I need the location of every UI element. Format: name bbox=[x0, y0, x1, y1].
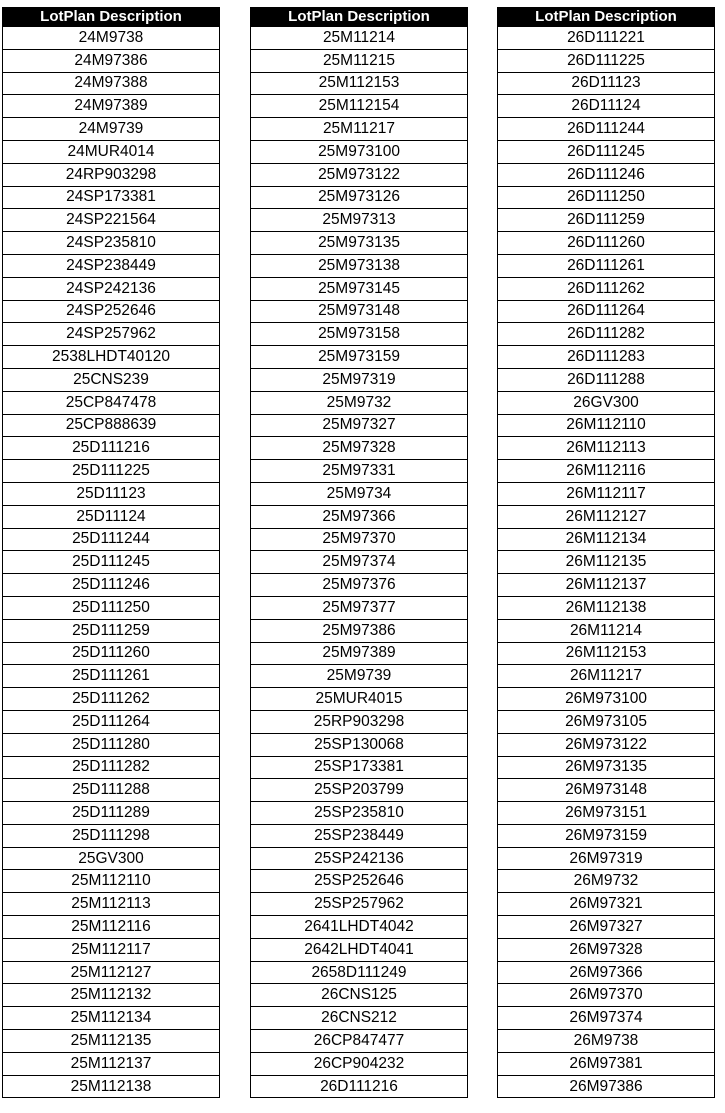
lotplan-cell[interactable]: 25M112132 bbox=[3, 984, 220, 1007]
lotplan-cell[interactable]: 26M97370 bbox=[498, 984, 715, 1007]
lotplan-cell[interactable]: 25M973148 bbox=[251, 300, 468, 323]
table-row bbox=[251, 391, 468, 414]
lotplan-cell[interactable]: 25SP173381 bbox=[251, 756, 468, 779]
lotplan-cell[interactable]: 25M97319 bbox=[251, 368, 468, 391]
lotplan-cell[interactable]: 26M97366 bbox=[498, 961, 715, 984]
lotplan-cell[interactable]: 25M112110 bbox=[3, 870, 220, 893]
table-row bbox=[251, 984, 468, 1007]
lotplan-cell[interactable]: 25M11215 bbox=[251, 49, 468, 72]
table-row bbox=[3, 1052, 220, 1075]
lotplan-cell[interactable]: 25M112117 bbox=[3, 938, 220, 961]
lotplan-cell[interactable]: 25D111261 bbox=[3, 665, 220, 688]
lotplan-cell[interactable]: 24SP173381 bbox=[3, 186, 220, 209]
lotplan-table-2 bbox=[250, 7, 468, 1098]
table-row bbox=[251, 505, 468, 528]
table-row bbox=[3, 277, 220, 300]
table-row bbox=[3, 551, 220, 574]
lotplan-cell[interactable]: 26D111244 bbox=[498, 118, 715, 141]
table-row bbox=[498, 1052, 715, 1075]
lotplan-cell[interactable]: 25M973135 bbox=[251, 232, 468, 255]
table-row bbox=[498, 118, 715, 141]
lotplan-cell[interactable]: 25MUR4015 bbox=[251, 688, 468, 711]
lotplan-cell[interactable]: 26M112127 bbox=[498, 505, 715, 528]
lotplan-cell[interactable]: 24M97388 bbox=[3, 72, 220, 95]
lotplan-cell[interactable]: 26M973135 bbox=[498, 756, 715, 779]
table-row bbox=[251, 49, 468, 72]
lotplan-cell[interactable]: 25M112116 bbox=[3, 916, 220, 939]
lotplan-cell[interactable]: 26M97327 bbox=[498, 916, 715, 939]
lotplan-cell[interactable]: 25M97377 bbox=[251, 596, 468, 619]
table-row bbox=[251, 232, 468, 255]
lotplan-cell[interactable]: 25M97370 bbox=[251, 528, 468, 551]
table-row bbox=[251, 27, 468, 50]
lotplan-cell[interactable]: 26M97321 bbox=[498, 893, 715, 916]
lotplan-cell[interactable]: 26CP904232 bbox=[251, 1052, 468, 1075]
table-row bbox=[498, 893, 715, 916]
table-row bbox=[498, 140, 715, 163]
table-row bbox=[498, 1030, 715, 1053]
lotplan-cell[interactable]: 25M97327 bbox=[251, 414, 468, 437]
lotplan-cell[interactable]: 25M973158 bbox=[251, 323, 468, 346]
table-row bbox=[251, 619, 468, 642]
table-row bbox=[498, 596, 715, 619]
table-row bbox=[3, 254, 220, 277]
table-row bbox=[498, 961, 715, 984]
lotplan-cell[interactable]: 26D111246 bbox=[498, 163, 715, 186]
lotplan-cell[interactable]: 26M9732 bbox=[498, 870, 715, 893]
table-row bbox=[498, 528, 715, 551]
table-row bbox=[3, 984, 220, 1007]
table-row bbox=[3, 505, 220, 528]
lotplan-cell[interactable]: 26D111216 bbox=[251, 1075, 468, 1098]
lotplan-cell[interactable]: 26M9738 bbox=[498, 1030, 715, 1053]
table-row bbox=[3, 232, 220, 255]
lotplan-cell[interactable]: 24SP257962 bbox=[3, 323, 220, 346]
lotplan-cell[interactable]: 25M97328 bbox=[251, 437, 468, 460]
lotplan-cell[interactable]: 24M97386 bbox=[3, 49, 220, 72]
table-row bbox=[3, 938, 220, 961]
table-row bbox=[251, 916, 468, 939]
lotplan-cell[interactable]: 26M112116 bbox=[498, 460, 715, 483]
lotplan-cell[interactable]: 2641LHDT4042 bbox=[251, 916, 468, 939]
table-row bbox=[498, 27, 715, 50]
lotplan-cell[interactable]: 26M97386 bbox=[498, 1075, 715, 1098]
lotplan-cell[interactable]: 26M11214 bbox=[498, 619, 715, 642]
table-row bbox=[251, 72, 468, 95]
lotplan-cell[interactable]: 2538LHDT40120 bbox=[3, 346, 220, 369]
lotplan-cell[interactable]: 25D111216 bbox=[3, 437, 220, 460]
table-row bbox=[498, 49, 715, 72]
table-row bbox=[498, 414, 715, 437]
table-row bbox=[498, 733, 715, 756]
lotplan-table-3 bbox=[497, 7, 715, 1098]
table-row bbox=[3, 642, 220, 665]
lotplan-cell[interactable]: 2658D111249 bbox=[251, 961, 468, 984]
table-row bbox=[498, 551, 715, 574]
lotplan-cell[interactable]: 25D111259 bbox=[3, 619, 220, 642]
table-row bbox=[251, 688, 468, 711]
table-row bbox=[251, 574, 468, 597]
table-row bbox=[498, 824, 715, 847]
table-row bbox=[498, 460, 715, 483]
lotplan-cell[interactable]: 25SP203799 bbox=[251, 779, 468, 802]
lotplan-cell[interactable]: 26M112134 bbox=[498, 528, 715, 551]
lotplan-cell[interactable]: 26D111282 bbox=[498, 323, 715, 346]
lotplan-cell[interactable]: 25M97331 bbox=[251, 460, 468, 483]
table-row bbox=[251, 961, 468, 984]
table-row bbox=[498, 482, 715, 505]
lotplan-cell[interactable]: 25SP257962 bbox=[251, 893, 468, 916]
lotplan-cell[interactable]: 25M97366 bbox=[251, 505, 468, 528]
table-row bbox=[498, 756, 715, 779]
table-row bbox=[251, 870, 468, 893]
table-row bbox=[251, 437, 468, 460]
table-row bbox=[498, 95, 715, 118]
table-row bbox=[3, 756, 220, 779]
table-row bbox=[3, 460, 220, 483]
lotplan-cell[interactable]: 26M973100 bbox=[498, 688, 715, 711]
table-row bbox=[498, 163, 715, 186]
table-row bbox=[3, 482, 220, 505]
lotplan-cell[interactable]: 26CP847477 bbox=[251, 1030, 468, 1053]
table-row bbox=[251, 346, 468, 369]
lotplan-cell[interactable]: 26M97328 bbox=[498, 938, 715, 961]
table-row bbox=[3, 596, 220, 619]
lotplan-cell[interactable]: 25SP252646 bbox=[251, 870, 468, 893]
lotplan-cell[interactable]: 25D111262 bbox=[3, 688, 220, 711]
lotplan-cell[interactable]: 26M112117 bbox=[498, 482, 715, 505]
table-row bbox=[3, 209, 220, 232]
table-row bbox=[498, 300, 715, 323]
lotplan-cell[interactable]: 26M973122 bbox=[498, 733, 715, 756]
lotplan-cell[interactable]: 26M112153 bbox=[498, 642, 715, 665]
table-row bbox=[251, 733, 468, 756]
table-row bbox=[498, 209, 715, 232]
lotplan-cell[interactable]: 24M9738 bbox=[3, 27, 220, 50]
lotplan-cell[interactable]: 25M112137 bbox=[3, 1052, 220, 1075]
lotplan-cell[interactable]: 25CP888639 bbox=[3, 414, 220, 437]
lotplan-cell[interactable]: 25M112127 bbox=[3, 961, 220, 984]
table-row bbox=[3, 437, 220, 460]
table-row bbox=[251, 938, 468, 961]
table-row bbox=[251, 847, 468, 870]
lotplan-cell[interactable]: 24SP235810 bbox=[3, 232, 220, 255]
table-row bbox=[3, 847, 220, 870]
table-row bbox=[498, 779, 715, 802]
table-row bbox=[498, 1007, 715, 1030]
lotplan-cell[interactable]: 25M973122 bbox=[251, 163, 468, 186]
lotplan-cell[interactable]: 26D11124 bbox=[498, 95, 715, 118]
table-row bbox=[3, 300, 220, 323]
lotplan-cell[interactable]: 25M973126 bbox=[251, 186, 468, 209]
lotplan-cell[interactable]: 25D111245 bbox=[3, 551, 220, 574]
table-row bbox=[498, 870, 715, 893]
lotplan-cell[interactable]: 25M97389 bbox=[251, 642, 468, 665]
table-row bbox=[498, 232, 715, 255]
lotplan-cell[interactable]: 25SP242136 bbox=[251, 847, 468, 870]
table-row bbox=[498, 254, 715, 277]
lotplan-cell[interactable]: 25M97376 bbox=[251, 574, 468, 597]
table-row bbox=[3, 688, 220, 711]
lotplan-cell[interactable]: 26M97381 bbox=[498, 1052, 715, 1075]
lotplan-cell[interactable]: 25M973145 bbox=[251, 277, 468, 300]
lotplan-cell[interactable]: 25M97313 bbox=[251, 209, 468, 232]
table-row bbox=[251, 1075, 468, 1098]
table-row bbox=[251, 118, 468, 141]
lotplan-cell[interactable]: 25D111288 bbox=[3, 779, 220, 802]
lotplan-cell[interactable]: 25M9739 bbox=[251, 665, 468, 688]
table-row bbox=[251, 756, 468, 779]
lotplan-cell[interactable]: 25SP130068 bbox=[251, 733, 468, 756]
lotplan-cell[interactable]: 25M11217 bbox=[251, 118, 468, 141]
table-row bbox=[251, 596, 468, 619]
lotplan-cell[interactable]: 26CNS212 bbox=[251, 1007, 468, 1030]
lotplan-cell[interactable]: 26D111264 bbox=[498, 300, 715, 323]
table-row bbox=[251, 551, 468, 574]
table-row bbox=[498, 72, 715, 95]
table-row bbox=[251, 368, 468, 391]
lotplan-cell[interactable]: 24RP903298 bbox=[3, 163, 220, 186]
table-row bbox=[3, 27, 220, 50]
lotplan-cell[interactable]: 26D111288 bbox=[498, 368, 715, 391]
lotplan-cell[interactable]: 26D11123 bbox=[498, 72, 715, 95]
lotplan-cell[interactable]: 25M112138 bbox=[3, 1075, 220, 1098]
lotplan-cell[interactable]: 26M97374 bbox=[498, 1007, 715, 1030]
lotplan-cell[interactable]: 25M97374 bbox=[251, 551, 468, 574]
lotplan-cell[interactable]: 26M97319 bbox=[498, 847, 715, 870]
table-row bbox=[251, 779, 468, 802]
lotplan-table-1 bbox=[2, 7, 220, 1098]
table-row bbox=[3, 619, 220, 642]
lotplan-cell[interactable]: 26GV300 bbox=[498, 391, 715, 414]
lotplan-cell[interactable]: 25M973100 bbox=[251, 140, 468, 163]
table-row bbox=[251, 95, 468, 118]
lotplan-cell[interactable]: 25M11214 bbox=[251, 27, 468, 50]
table-row bbox=[498, 916, 715, 939]
lotplan-cell[interactable]: 25CP847478 bbox=[3, 391, 220, 414]
table-row bbox=[498, 391, 715, 414]
lotplan-cell[interactable]: 25M9732 bbox=[251, 391, 468, 414]
table-row bbox=[251, 1007, 468, 1030]
table-row bbox=[3, 779, 220, 802]
table-row bbox=[3, 1075, 220, 1098]
lotplan-cell[interactable]: 25M973138 bbox=[251, 254, 468, 277]
table-row bbox=[251, 710, 468, 733]
table-row bbox=[3, 733, 220, 756]
table-row bbox=[3, 710, 220, 733]
table-row bbox=[498, 665, 715, 688]
lotplan-cell[interactable]: 25M9734 bbox=[251, 482, 468, 505]
table-row bbox=[3, 118, 220, 141]
table-row bbox=[251, 414, 468, 437]
lotplan-cell[interactable]: 24SP252646 bbox=[3, 300, 220, 323]
lotplan-cell[interactable]: 26M112137 bbox=[498, 574, 715, 597]
table-row bbox=[498, 938, 715, 961]
table-row bbox=[3, 186, 220, 209]
lotplan-cell[interactable]: 26D111221 bbox=[498, 27, 715, 50]
table-row bbox=[251, 186, 468, 209]
table-row bbox=[498, 323, 715, 346]
lotplan-cell[interactable]: 25M112135 bbox=[3, 1030, 220, 1053]
table-row bbox=[3, 1030, 220, 1053]
table-row bbox=[251, 209, 468, 232]
table-row bbox=[3, 870, 220, 893]
table-row bbox=[3, 140, 220, 163]
table-row bbox=[251, 528, 468, 551]
table-row bbox=[3, 391, 220, 414]
table-row bbox=[3, 346, 220, 369]
lotplan-cell[interactable]: 26M112113 bbox=[498, 437, 715, 460]
lotplan-cell[interactable]: 25SP235810 bbox=[251, 802, 468, 825]
table-row bbox=[251, 642, 468, 665]
table-row bbox=[251, 665, 468, 688]
lotplan-cell[interactable]: 25M973159 bbox=[251, 346, 468, 369]
lotplan-cell[interactable]: 26D111283 bbox=[498, 346, 715, 369]
table-row bbox=[3, 1007, 220, 1030]
column-header[interactable]: LotPlan Description bbox=[498, 8, 715, 27]
lotplan-cell[interactable]: 2642LHDT4041 bbox=[251, 938, 468, 961]
lotplan-cell[interactable]: 24SP221564 bbox=[3, 209, 220, 232]
table-row bbox=[251, 802, 468, 825]
table-row bbox=[498, 1075, 715, 1098]
lotplan-cell[interactable]: 26D111259 bbox=[498, 209, 715, 232]
table-row bbox=[3, 414, 220, 437]
lotplan-cell[interactable]: 26M112110 bbox=[498, 414, 715, 437]
table-row bbox=[251, 300, 468, 323]
table-row bbox=[3, 916, 220, 939]
lotplan-cell[interactable]: 26M11217 bbox=[498, 665, 715, 688]
table-row bbox=[498, 984, 715, 1007]
table-row bbox=[498, 437, 715, 460]
lotplan-cell[interactable]: 25M97386 bbox=[251, 619, 468, 642]
table-row bbox=[251, 163, 468, 186]
lotplan-cell[interactable]: 26D111225 bbox=[498, 49, 715, 72]
lotplan-cell[interactable]: 25D111264 bbox=[3, 710, 220, 733]
table-row bbox=[3, 72, 220, 95]
table-row bbox=[251, 482, 468, 505]
lotplan-cell[interactable]: 26D111250 bbox=[498, 186, 715, 209]
lotplan-cell[interactable]: 25D111282 bbox=[3, 756, 220, 779]
column-header[interactable]: LotPlan Description bbox=[3, 8, 220, 27]
table-row bbox=[3, 574, 220, 597]
table-row bbox=[498, 619, 715, 642]
lotplan-cell[interactable]: 26M973105 bbox=[498, 710, 715, 733]
table-row bbox=[3, 824, 220, 847]
table-row bbox=[251, 277, 468, 300]
lotplan-cell[interactable]: 25M112113 bbox=[3, 893, 220, 916]
lotplan-cell[interactable]: 26D111260 bbox=[498, 232, 715, 255]
table-row bbox=[3, 163, 220, 186]
lotplan-cell[interactable]: 24SP238449 bbox=[3, 254, 220, 277]
table-row bbox=[251, 1052, 468, 1075]
table-row bbox=[498, 505, 715, 528]
lotplan-cell[interactable]: 25D111280 bbox=[3, 733, 220, 756]
table-row bbox=[251, 460, 468, 483]
lotplan-cell[interactable]: 26M112135 bbox=[498, 551, 715, 574]
lotplan-cell[interactable]: 26M973151 bbox=[498, 802, 715, 825]
table-row bbox=[3, 893, 220, 916]
table-row bbox=[251, 1030, 468, 1053]
table-row bbox=[3, 323, 220, 346]
table-row bbox=[3, 665, 220, 688]
lotplan-cell[interactable]: 24MUR4014 bbox=[3, 140, 220, 163]
lotplan-cell[interactable]: 25D111289 bbox=[3, 802, 220, 825]
table-row bbox=[498, 847, 715, 870]
table-row bbox=[3, 95, 220, 118]
lotplan-cell[interactable]: 25M112154 bbox=[251, 95, 468, 118]
lotplan-cell[interactable]: 25D111250 bbox=[3, 596, 220, 619]
table-row bbox=[3, 528, 220, 551]
lotplan-cell[interactable]: 24M97389 bbox=[3, 95, 220, 118]
table-row bbox=[251, 824, 468, 847]
table-row bbox=[498, 688, 715, 711]
lotplan-cell[interactable]: 26D111261 bbox=[498, 254, 715, 277]
table-row bbox=[3, 802, 220, 825]
lotplan-cell[interactable]: 25CNS239 bbox=[3, 368, 220, 391]
table-row bbox=[3, 961, 220, 984]
lotplan-cell[interactable]: 25D111225 bbox=[3, 460, 220, 483]
lotplan-cell[interactable]: 25D11124 bbox=[3, 505, 220, 528]
lotplan-cell[interactable]: 25D11123 bbox=[3, 482, 220, 505]
lotplan-cell[interactable]: 25D111260 bbox=[3, 642, 220, 665]
table-row bbox=[498, 277, 715, 300]
lotplan-cell[interactable]: 24M9739 bbox=[3, 118, 220, 141]
lotplan-cell[interactable]: 24SP242136 bbox=[3, 277, 220, 300]
lotplan-cell[interactable]: 26M112138 bbox=[498, 596, 715, 619]
lotplan-cell[interactable]: 26D111245 bbox=[498, 140, 715, 163]
table-row bbox=[498, 368, 715, 391]
lotplan-cell[interactable]: 26M973148 bbox=[498, 779, 715, 802]
table-row bbox=[251, 323, 468, 346]
table-row bbox=[498, 346, 715, 369]
lotplan-cell[interactable]: 26M973159 bbox=[498, 824, 715, 847]
table-row bbox=[251, 893, 468, 916]
column-header[interactable]: LotPlan Description bbox=[251, 8, 468, 27]
lotplan-cell[interactable]: 25D111246 bbox=[3, 574, 220, 597]
lotplan-cell[interactable]: 25M112134 bbox=[3, 1007, 220, 1030]
lotplan-cell[interactable]: 26CNS125 bbox=[251, 984, 468, 1007]
table-row bbox=[498, 574, 715, 597]
table-row bbox=[498, 710, 715, 733]
lotplan-cell[interactable]: 25M112153 bbox=[251, 72, 468, 95]
lotplan-cell[interactable]: 25GV300 bbox=[3, 847, 220, 870]
table-row bbox=[251, 140, 468, 163]
table-row bbox=[498, 642, 715, 665]
lotplan-cell[interactable]: 25SP238449 bbox=[251, 824, 468, 847]
table-row bbox=[498, 802, 715, 825]
lotplan-cell[interactable]: 25RP903298 bbox=[251, 710, 468, 733]
table-row bbox=[498, 186, 715, 209]
lotplan-cell[interactable]: 26D111262 bbox=[498, 277, 715, 300]
table-row bbox=[251, 254, 468, 277]
table-row bbox=[3, 49, 220, 72]
lotplan-cell[interactable]: 25D111244 bbox=[3, 528, 220, 551]
lotplan-cell[interactable]: 25D111298 bbox=[3, 824, 220, 847]
table-row bbox=[3, 368, 220, 391]
